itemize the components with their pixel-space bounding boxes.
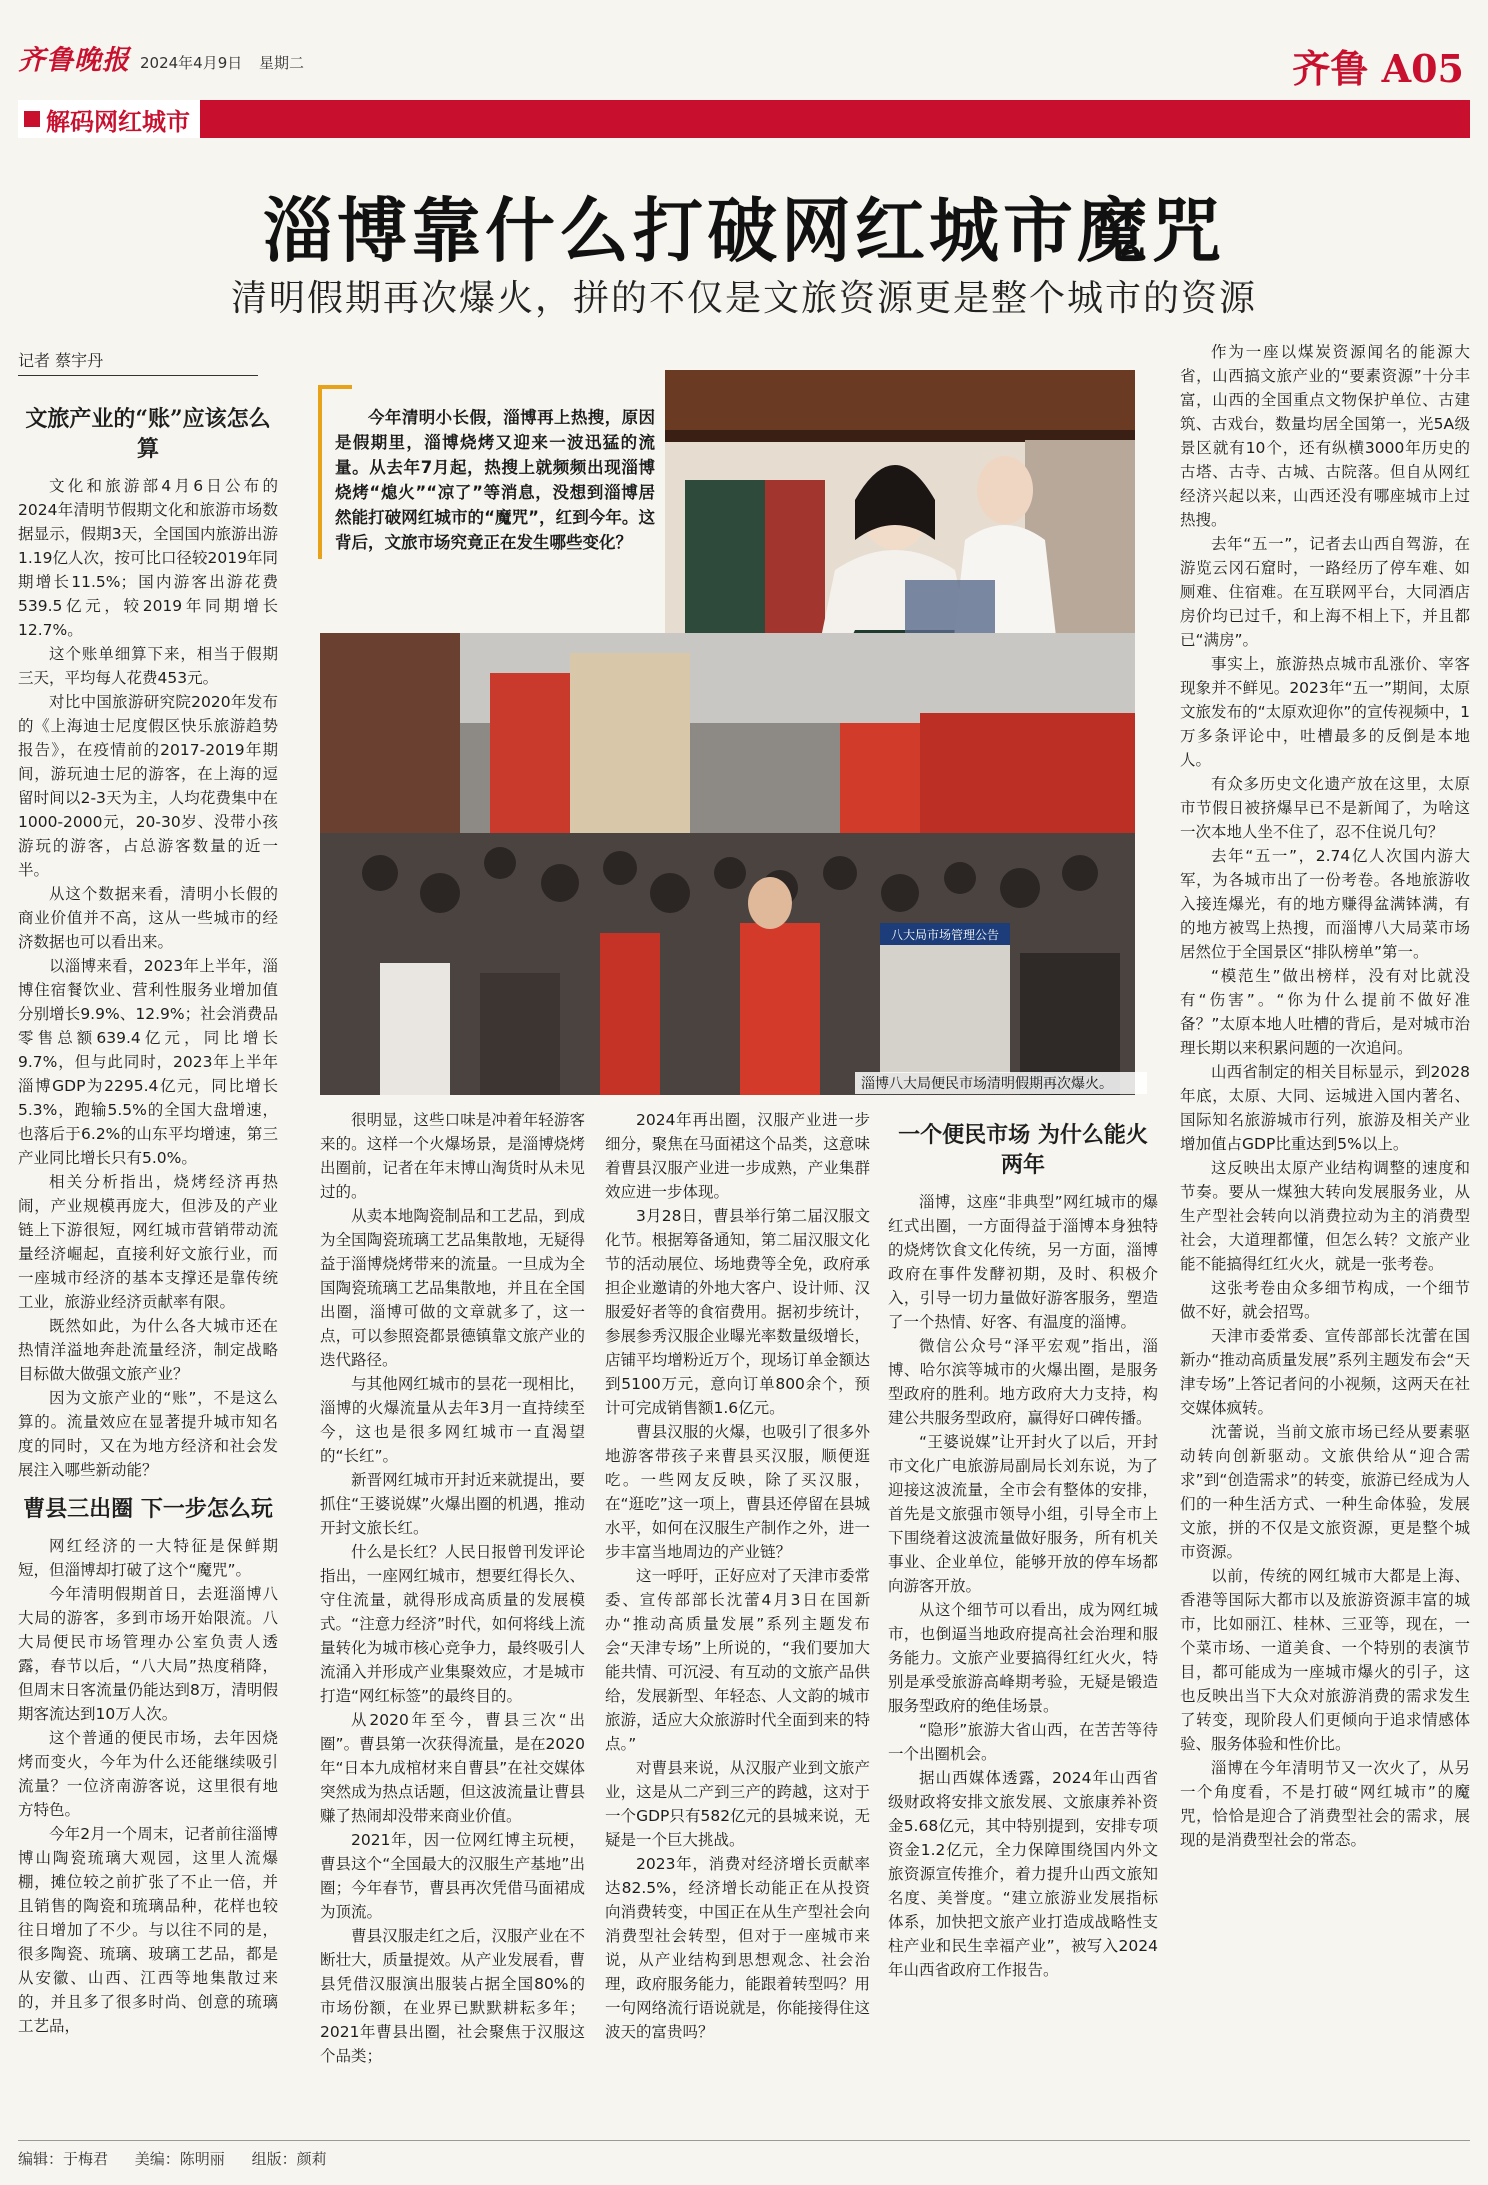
- paragraph: 微信公众号“泽平宏观”指出，淄博、哈尔滨等城市的火爆出圈，是服务型政府的胜利。地方政府大力支持，构建公共服务型政府，赢得好口碑传播。: [888, 1337, 1158, 1427]
- paragraph: “模范生”做出榜样，没有对比就没有“伤害”。“你为什么提前不做好准备？”太原本地人吐槽的背后，是对城市治理长期以来积累问题的一次追问。: [1180, 967, 1470, 1057]
- paragraph: 这反映出太原产业结构调整的速度和节奏。要从一煤独大转向发展服务业，从生产型社会转向以消费拉动为主的消费型社会，大道理都懂，但怎么转？文旅产业能不能搞得红红火火，就是一张考卷。: [1180, 1159, 1470, 1273]
- paragraph: 曹县汉服走红之后，汉服产业在不断壮大，质量提效。从产业发展看，曹县凭借汉服演出服装占据全国80%的市场份额，在业界已默默耕耘多年；2021年曹县出圈，社会聚焦于汉服这个品类；: [320, 1927, 585, 2065]
- lead-text: 今年清明小长假，淄博再上热搜，原因是假期里，淄博烧烤又迎来一波迅猛的流量。从去年7月起，热搜上就频频出现淄博烧烤“熄火”“凉了”等消息，没想到淄博居然能打破网红城市的“魔咒”，红到今年。这背后，文旅市场究竟正在发生哪些变化？: [335, 408, 655, 552]
- paragraph: 去年“五一”，2.74亿人次国内游大军，为各城市出了一份考卷。各地旅游收入接连爆光，有的地方赚得盆满钵满，有的地方被骂上热搜，而淄博八大局菜市场居然位于全国景区“排队榜单”第一。: [1180, 847, 1470, 961]
- subheading-caoxian: 曹县三出圈 下一步怎么玩: [23, 1496, 273, 1522]
- section-square-icon: [24, 111, 40, 127]
- paragraph: 天津市委常委、宣传部部长沈蕾在国新办“推动高质量发展”系列主题发布会“天津专场”上答记者问的小视频，这两天在社交媒体疯转。: [1180, 1327, 1470, 1417]
- paragraph: 从卖本地陶瓷制品和工艺品，到成为全国陶瓷琉璃工艺品集散地，无疑得益于淄博烧烤带来的流量。一旦成为全国陶瓷琉璃工艺品集散地，并且在全国出圈，淄博可做的文章就多了，这一点，可以参照瓷都景德镇靠文旅产业的迭代路径。: [320, 1207, 585, 1369]
- caption-market: 淄博八大局便民市场清明假期再次爆火。: [855, 1072, 1147, 1094]
- paragraph: 网红经济的一大特征是保鲜期短，但淄博却打破了这个“魔咒”。: [18, 1537, 278, 1579]
- paragraph: 以前，传统的网红城市大都是上海、香港等国际大都市以及旅游资源丰富的城市，比如丽江、桂林、三亚等，现在，一个菜市场、一道美食、一个特别的表演节目，都可能成为一座城市爆火的引子，这也反映出当下大众对旅游消费的需求发生了转变，现阶段人们更倾向于追求情感体验、服务体验和性价比。: [1180, 1567, 1470, 1753]
- paragraph: 2024年再出圈，汉服产业进一步细分，聚焦在马面裙这个品类，这意味着曹县汉服产业进一步成熟，产业集群效应进一步体现。: [605, 1111, 870, 1201]
- lead-paragraph: [335, 405, 655, 555]
- paragraph: 这张考卷由众多细节构成，一个细节做不好，就会招骂。: [1180, 1279, 1470, 1321]
- paragraph: 有众多历史文化遗产放在这里，太原市节假日被挤爆早已不是新闻了，为啥这一次本地人坐不住了，忍不住说几句？: [1180, 775, 1470, 841]
- paragraph: 2021年，因一位网红博主玩梗，曹县这个“全国最大的汉服生产基地”出圈；今年春节，曹县再次凭借马面裙成为顶流。: [320, 1831, 585, 1921]
- issue-date: 2024年4月9日: [140, 54, 243, 72]
- issue-weekday: 星期二: [259, 54, 305, 72]
- paragraph: 淄博在今年清明节又一次火了，从另一个角度看，不是打破“网红城市”的魔咒，恰恰是迎合了消费型社会的需求，展现的是消费型社会的常态。: [1180, 1759, 1470, 1849]
- paragraph: 据山西媒体透露，2024年山西省级财政将安排文旅发展、文旅康养补资金5.68亿元，其中特别提到，安排专项资金1.2亿元，全力保障围绕国内外文旅资源宣传推介，着力提升山西文旅知名度、美誉度。“建立旅游业发展指标体系，加快把文旅产业打造成战略性支柱产业和民生幸福产业”，被写入2024年山西省政府工作报告。: [888, 1769, 1158, 1979]
- paragraph: 曹县汉服的火爆，也吸引了很多外地游客带孩子来曹县买汉服，顺便逛吃。一些网友反映，除了买汉服，在“逛吃”这一项上，曹县还停留在县城水平，如何在汉服生产制作之外，进一步丰富当地周边的产业链？: [605, 1423, 870, 1561]
- headline: 淄博靠什么打破网红城市魔咒: [263, 189, 1225, 272]
- paragraph: “隐形”旅游大省山西，在苦苦等待一个出圈机会。: [888, 1721, 1158, 1763]
- dateline: [140, 52, 316, 73]
- subheading-market: 一个便民市场 为什么能火两年: [898, 1122, 1148, 1178]
- paragraph: 很明显，这些口味是冲着年轻游客来的。这样一个火爆场景，是淄博烧烤出圈前，记者在年末博山淘货时从未见过的。: [320, 1111, 585, 1201]
- market-notice-sign: 八大局市场管理公告: [890, 928, 1000, 942]
- photo-market-crowd: [320, 633, 1135, 1095]
- column-4: [888, 1108, 1158, 2133]
- paragraph: 从这个数据来看，清明小长假的商业价值并不高，这从一些城市的经济数据也可以看出来。: [18, 885, 278, 951]
- paragraph: 相关分析指出，烧烤经济再热闹，产业规模再庞大，但涉及的产业链上下游很短，网红城市营销带动流量经济崛起，直接利好文旅行业，而一座城市经济的基本支撑还是靠传统工业，旅游业经济贡献率有限。: [18, 1173, 278, 1311]
- page-label: 齐鲁 A05: [1292, 46, 1464, 91]
- paragraph: 与其他网红城市的昙花一现相比，淄博的火爆流量从去年3月一直持续至今，这也是很多网红城市一直渴望的“长红”。: [320, 1375, 585, 1465]
- designer-credit: 美编：陈明丽: [134, 2150, 225, 2168]
- column-2: [320, 1108, 585, 2133]
- paragraph: 作为一座以煤炭资源闻名的能源大省，山西搞文旅产业的“要素资源”十分丰富，山西的全国重点文物保护单位、古建筑、古戏台，数量均居全国第一，光5A级景区就有10个，还有纵横3000年历史的古塔、古寺、古城、古院落。但自从网红经济兴起以来，山西还没有哪座城市上过热搜。: [1180, 343, 1470, 529]
- section-title: 解码网红城市: [46, 107, 190, 136]
- paragraph: 以淄博来看，2023年上半年，淄博住宿餐饮业、营利性服务业增加值分别增长9.9%、12.9%；社会消费品零售总额639.4亿元，同比增长9.7%，但与此同时，2023年上半年淄博GDP为2295.4亿元，同比增长5.3%，跑输5.5%的全国大盘增速，也落后于6.2%的山东平均增速，第三产业同比增长只有5.0%。: [18, 957, 278, 1167]
- paragraph: 2023年，消费对经济增长贡献率达82.5%，经济增长动能正在从投资向消费转变，中国正在从生产型社会向消费型社会转型，但对于一座城市来说，从产业结构到思想观念、社会治理，政府服务能力，能跟着转型吗？用一句网络流行语说就是，你能接得住这波天的富贵吗？: [605, 1855, 870, 2041]
- paragraph: 从2020年至今，曹县三次“出圈”。曹县第一次获得流量，是在2020年“日本九成棺材来自曹县”在社交媒体突然成为热点话题，但这波流量让曹县赚了热闹却没带来商业价值。: [320, 1711, 585, 1825]
- section-tag: [18, 100, 200, 138]
- section-bar: [18, 100, 1470, 138]
- masthead-logo: 齐鲁晚报: [18, 45, 130, 76]
- paragraph: 什么是长红？人民日报曾刊发评论指出，一座网红城市，想要红得长久、守住流量，就得形成高质量的发展模式。“注意力经济”时代，如何将线上流量转化为城市核心竞争力，最终吸引人流涌入并形成产业集聚效应，才是城市打造“网红标签”的最终目的。: [320, 1543, 585, 1705]
- column-5: [1180, 340, 1470, 2133]
- paragraph: 既然如此，为什么各大城市还在热情洋溢地奔赴流量经济，制定战略目标做大做强文旅产业？: [18, 1317, 278, 1383]
- paragraph: 这个普通的便民市场，去年因烧烤而变火，今年为什么还能继续吸引流量？一位济南游客说，这里很有地方特色。: [18, 1729, 278, 1819]
- paragraph: 今年2月一个周末，记者前往淄博博山陶瓷琉璃大观园，这里人流爆棚，摊位较之前扩张了不止一倍，并且销售的陶瓷和琉璃品种，花样也较往日增加了不少。与以往不同的是，很多陶瓷、琉璃、玻璃工艺品，都是从安徽、山西、江西等地集散过来的，并且多了很多时尚、创意的琉璃工艺品，: [18, 1825, 278, 2035]
- paragraph: 淄博，这座“非典型”网红城市的爆红式出圈，一方面得益于淄博本身独特的烧烤饮食文化传统，另一方面，淄博政府在事件发酵初期，及时、积极介入，引导一切力量做好游客服务，塑造了一个热情、好客、有温度的淄博。: [888, 1193, 1158, 1331]
- footer-credits: [18, 2148, 349, 2169]
- paragraph: 去年“五一”，记者去山西自驾游，在游览云冈石窟时，一路经历了停车难、如厕难、住宿难。在互联网平台，大同酒店房价均已过千，和上海不相上下，并且都已“满房”。: [1180, 535, 1470, 649]
- paragraph: 对曹县来说，从汉服产业到文旅产业，这是从二产到三产的跨越，这对于一个GDP只有582亿元的县城来说，无疑是一个巨大挑战。: [605, 1759, 870, 1849]
- paragraph: 这个账单细算下来，相当于假期三天，平均每人花费453元。: [18, 645, 278, 687]
- subheading-account: 文旅产业的“账”应该怎么算: [25, 406, 271, 462]
- paragraph: 沈蕾说，当前文旅市场已经从要素驱动转向创新驱动。文旅供给从“迎合需求”到“创造需求”的转变，旅游已经成为人们的一种生活方式、一种生命体验，发展文旅，拼的不仅是文旅资源，更是整个城市资源。: [1180, 1423, 1470, 1561]
- layout-credit: 组版：颜莉: [251, 2150, 327, 2168]
- footer-rule: [18, 2140, 1470, 2141]
- paragraph: 因为文旅产业的“账”，不是这么算的。流量效应在显著提升城市知名度的同时，又在为地方经济和社会发展注入哪些新动能？: [18, 1389, 278, 1479]
- paragraph: 文化和旅游部4月6日公布的2024年清明节假期文化和旅游市场数据显示，假期3天，全国国内旅游出游1.19亿人次，按可比口径较2019年同期增长11.5%；国内游客出游花费539.5亿元，较2019年同期增长12.7%。: [18, 477, 278, 639]
- paragraph: 对比中国旅游研究院2020年发布的《上海迪士尼度假区快乐旅游趋势报告》，在疫情前的2017-2019年期间，游玩迪士尼的游客，在上海的逗留时间以2-3天为主，人均花费集中在1000-2000元，20-30岁、没带小孩游玩的游客，占总游客数量的近一半。: [18, 693, 278, 879]
- column-3: [605, 1108, 870, 2133]
- paragraph: 从这个细节可以看出，成为网红城市，也倒逼当地政府提高社会治理和服务能力。文旅产业要搞得红红火火，特别是承受旅游高峰期考验，无疑是锻造服务型政府的绝佳场景。: [888, 1601, 1158, 1715]
- paragraph: 事实上，旅游热点城市乱涨价、宰客现象并不鲜见。2023年“五一”期间，太原文旅发布的“太原欢迎你”的宣传视频中，1万多条评论中，吐槽最多的反倒是本地人。: [1180, 655, 1470, 769]
- paragraph: 新晋网红城市开封近来就提出，要抓住“王婆说媒”火爆出圈的机遇，推动开封文旅长红。: [320, 1471, 585, 1537]
- paragraph: 山西省制定的相关目标显示，到2028年底，太原、大同、运城进入国内著名、国际知名旅游城市行列，旅游及相关产业增加值占GDP比重达到5%以上。: [1180, 1063, 1470, 1153]
- paragraph: 3月28日，曹县举行第二届汉服文化节。根据筹备通知，第二届汉服文化节的活动展位、场地费等全免，政府承担企业邀请的外地大客户、设计师、汉服爱好者等的食宿费用。据初步统计，参展参秀汉服企业曝光率数量级增长，店铺平均增粉近万个，现场订单金额达到5100万元，意向订单800余个，预计可完成销售额1.6亿元。: [605, 1207, 870, 1417]
- subheadline: 清明假期再次爆火，拼的不仅是文旅资源更是整个城市的资源: [230, 278, 1257, 319]
- byline: 记者 蔡宇丹: [18, 348, 258, 376]
- paragraph: 这一呼吁，正好应对了天津市委常委、宣传部部长沈蕾4月3日在国新办“推动高质量发展”系列主题发布会“天津专场”上所说的，“我们要加大能共情、可沉浸、有互动的文旅产品供给，发展新型、年轻态、人文韵的城市旅游，适应大众旅游时代全面到来的特点。”: [605, 1567, 870, 1753]
- paragraph: 今年清明假期首日，去逛淄博八大局的游客，多到市场开始限流。八大局便民市场管理办公室负责人透露，春节以后，“八大局”热度稍降，但周末日客流量仍能达到8万，清明假期客流达到10万人次。: [18, 1585, 278, 1723]
- paragraph: “王婆说媒”让开封火了以后，开封市文化广电旅游局副局长刘东说，为了迎接这波流量，全市会有整体的安排，首先是文旅强市领导小组，引导全市上下围绕着这波流量做好服务，所有机关事业、企业单位，能够开放的停车场都向游客开放。: [888, 1433, 1158, 1595]
- column-1: [18, 392, 278, 2132]
- editor-credit: 编辑：于梅君: [18, 2150, 109, 2168]
- photo-crowd-illustration: [320, 633, 1135, 1095]
